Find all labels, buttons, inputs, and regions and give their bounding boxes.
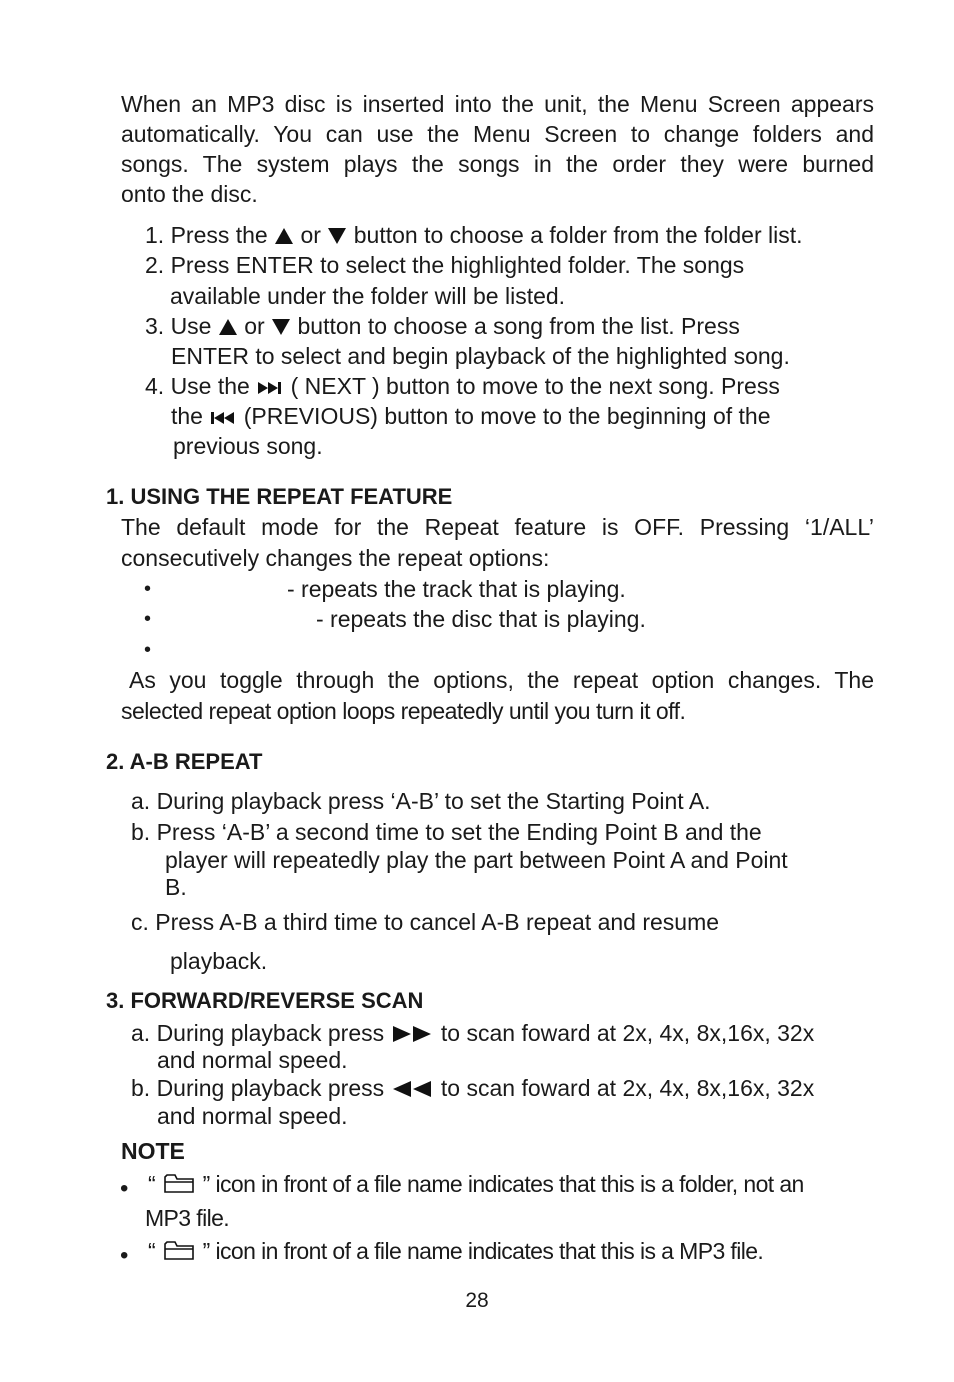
ab-step-c-line-2: playback. bbox=[170, 948, 268, 974]
intro-line-1: When an MP3 disc is inserted into the unit, the Menu Screen appears bbox=[121, 91, 874, 117]
ab-step-b-line-1: b. Press ‘A-B’ a second time to set the Ending Point B and the bbox=[131, 819, 762, 845]
repeat-toggle-line-1: As you toggle through the options, the repeat option changes. The bbox=[129, 667, 874, 693]
step-4-line-2: the (PREVIOUS) button to move to the beginning of the bbox=[171, 402, 771, 432]
scan-step-a: a. During playback press to scan foward at 2x, 4x, 8x,16x, 32x bbox=[131, 1019, 814, 1049]
scan-step-a-line-2: and normal speed. bbox=[157, 1047, 348, 1073]
page-number: 28 bbox=[465, 1289, 489, 1312]
bullet: • bbox=[144, 578, 152, 600]
step-2-line-2: available under the folder will be listed. bbox=[170, 283, 566, 309]
rewind-icon bbox=[391, 1076, 435, 1104]
bullet: • bbox=[144, 639, 152, 661]
previous-track-icon bbox=[209, 404, 237, 432]
ab-repeat-heading: 2. A-B REPEAT bbox=[106, 749, 263, 774]
ab-step-a: a. During playback press ‘A-B’ to set the Starting Point A. bbox=[131, 788, 711, 814]
next-track-icon bbox=[256, 374, 284, 402]
intro-line-3: songs. The system plays the songs in the order they were burned bbox=[121, 151, 874, 177]
step-1: 1. Press the or button to choose a folder from the folder list. bbox=[145, 221, 803, 251]
bullet: • bbox=[120, 1242, 129, 1269]
note-line-1-cont: MP3 file. bbox=[145, 1205, 230, 1231]
bullet: • bbox=[120, 1175, 129, 1202]
down-triangle-icon bbox=[327, 223, 347, 251]
note-line-2: “ ” icon in front of a file name indicates that this is a MP3 file. bbox=[148, 1237, 763, 1268]
step-3-line-2: ENTER to select and begin playback of the highlighted song. bbox=[171, 343, 790, 369]
scan-step-b: b. During playback press to scan foward at 2x, 4x, 8x,16x, 32x bbox=[131, 1074, 814, 1104]
scan-heading: 3. FORWARD/REVERSE SCAN bbox=[106, 988, 424, 1013]
step-2-line-1: 2. Press ENTER to select the highlighted folder. The songs bbox=[145, 252, 745, 278]
note-line-1: “ ” icon in front of a file name indicates that this is a folder, not an bbox=[148, 1170, 804, 1201]
repeat-line-2: consecutively changes the repeat options: bbox=[121, 545, 550, 571]
up-triangle-icon bbox=[218, 314, 238, 342]
ab-step-c-line-1: c. Press A-B a third time to cancel A-B repeat and resume bbox=[131, 909, 720, 935]
up-triangle-icon bbox=[274, 223, 294, 251]
repeat-toggle-line-2: selected repeat option loops repeatedly until you turn it off. bbox=[121, 698, 686, 724]
folder-icon bbox=[161, 1238, 197, 1268]
repeat-option-disc: - repeats the disc that is playing. bbox=[316, 606, 646, 632]
step-4-line-1: 4. Use the ( NEXT ) button to move to the next song. Press bbox=[145, 372, 780, 402]
note-heading: NOTE bbox=[121, 1138, 185, 1164]
step-3-line-1: 3. Use or button to choose a song from the list. Press bbox=[145, 312, 740, 342]
repeat-line-1: The default mode for the Repeat feature is OFF. Pressing ‘1/ALL’ bbox=[121, 514, 874, 540]
intro-line-2: automatically. You can use the Menu Screen to change folders and bbox=[121, 121, 874, 147]
down-triangle-icon bbox=[271, 314, 291, 342]
fast-forward-icon bbox=[391, 1021, 435, 1049]
scan-step-b-line-2: and normal speed. bbox=[157, 1103, 348, 1129]
ab-step-b-line-3: B. bbox=[165, 874, 187, 900]
step-4-line-3: previous song. bbox=[173, 433, 323, 459]
repeat-heading: 1. USING THE REPEAT FEATURE bbox=[106, 484, 453, 509]
intro-line-4: onto the disc. bbox=[121, 181, 258, 207]
bullet: • bbox=[144, 608, 152, 630]
folder-icon bbox=[161, 1171, 197, 1201]
ab-step-b-line-2: player will repeatedly play the part between Point A and Point bbox=[165, 847, 788, 873]
repeat-option-track: - repeats the track that is playing. bbox=[287, 576, 626, 602]
